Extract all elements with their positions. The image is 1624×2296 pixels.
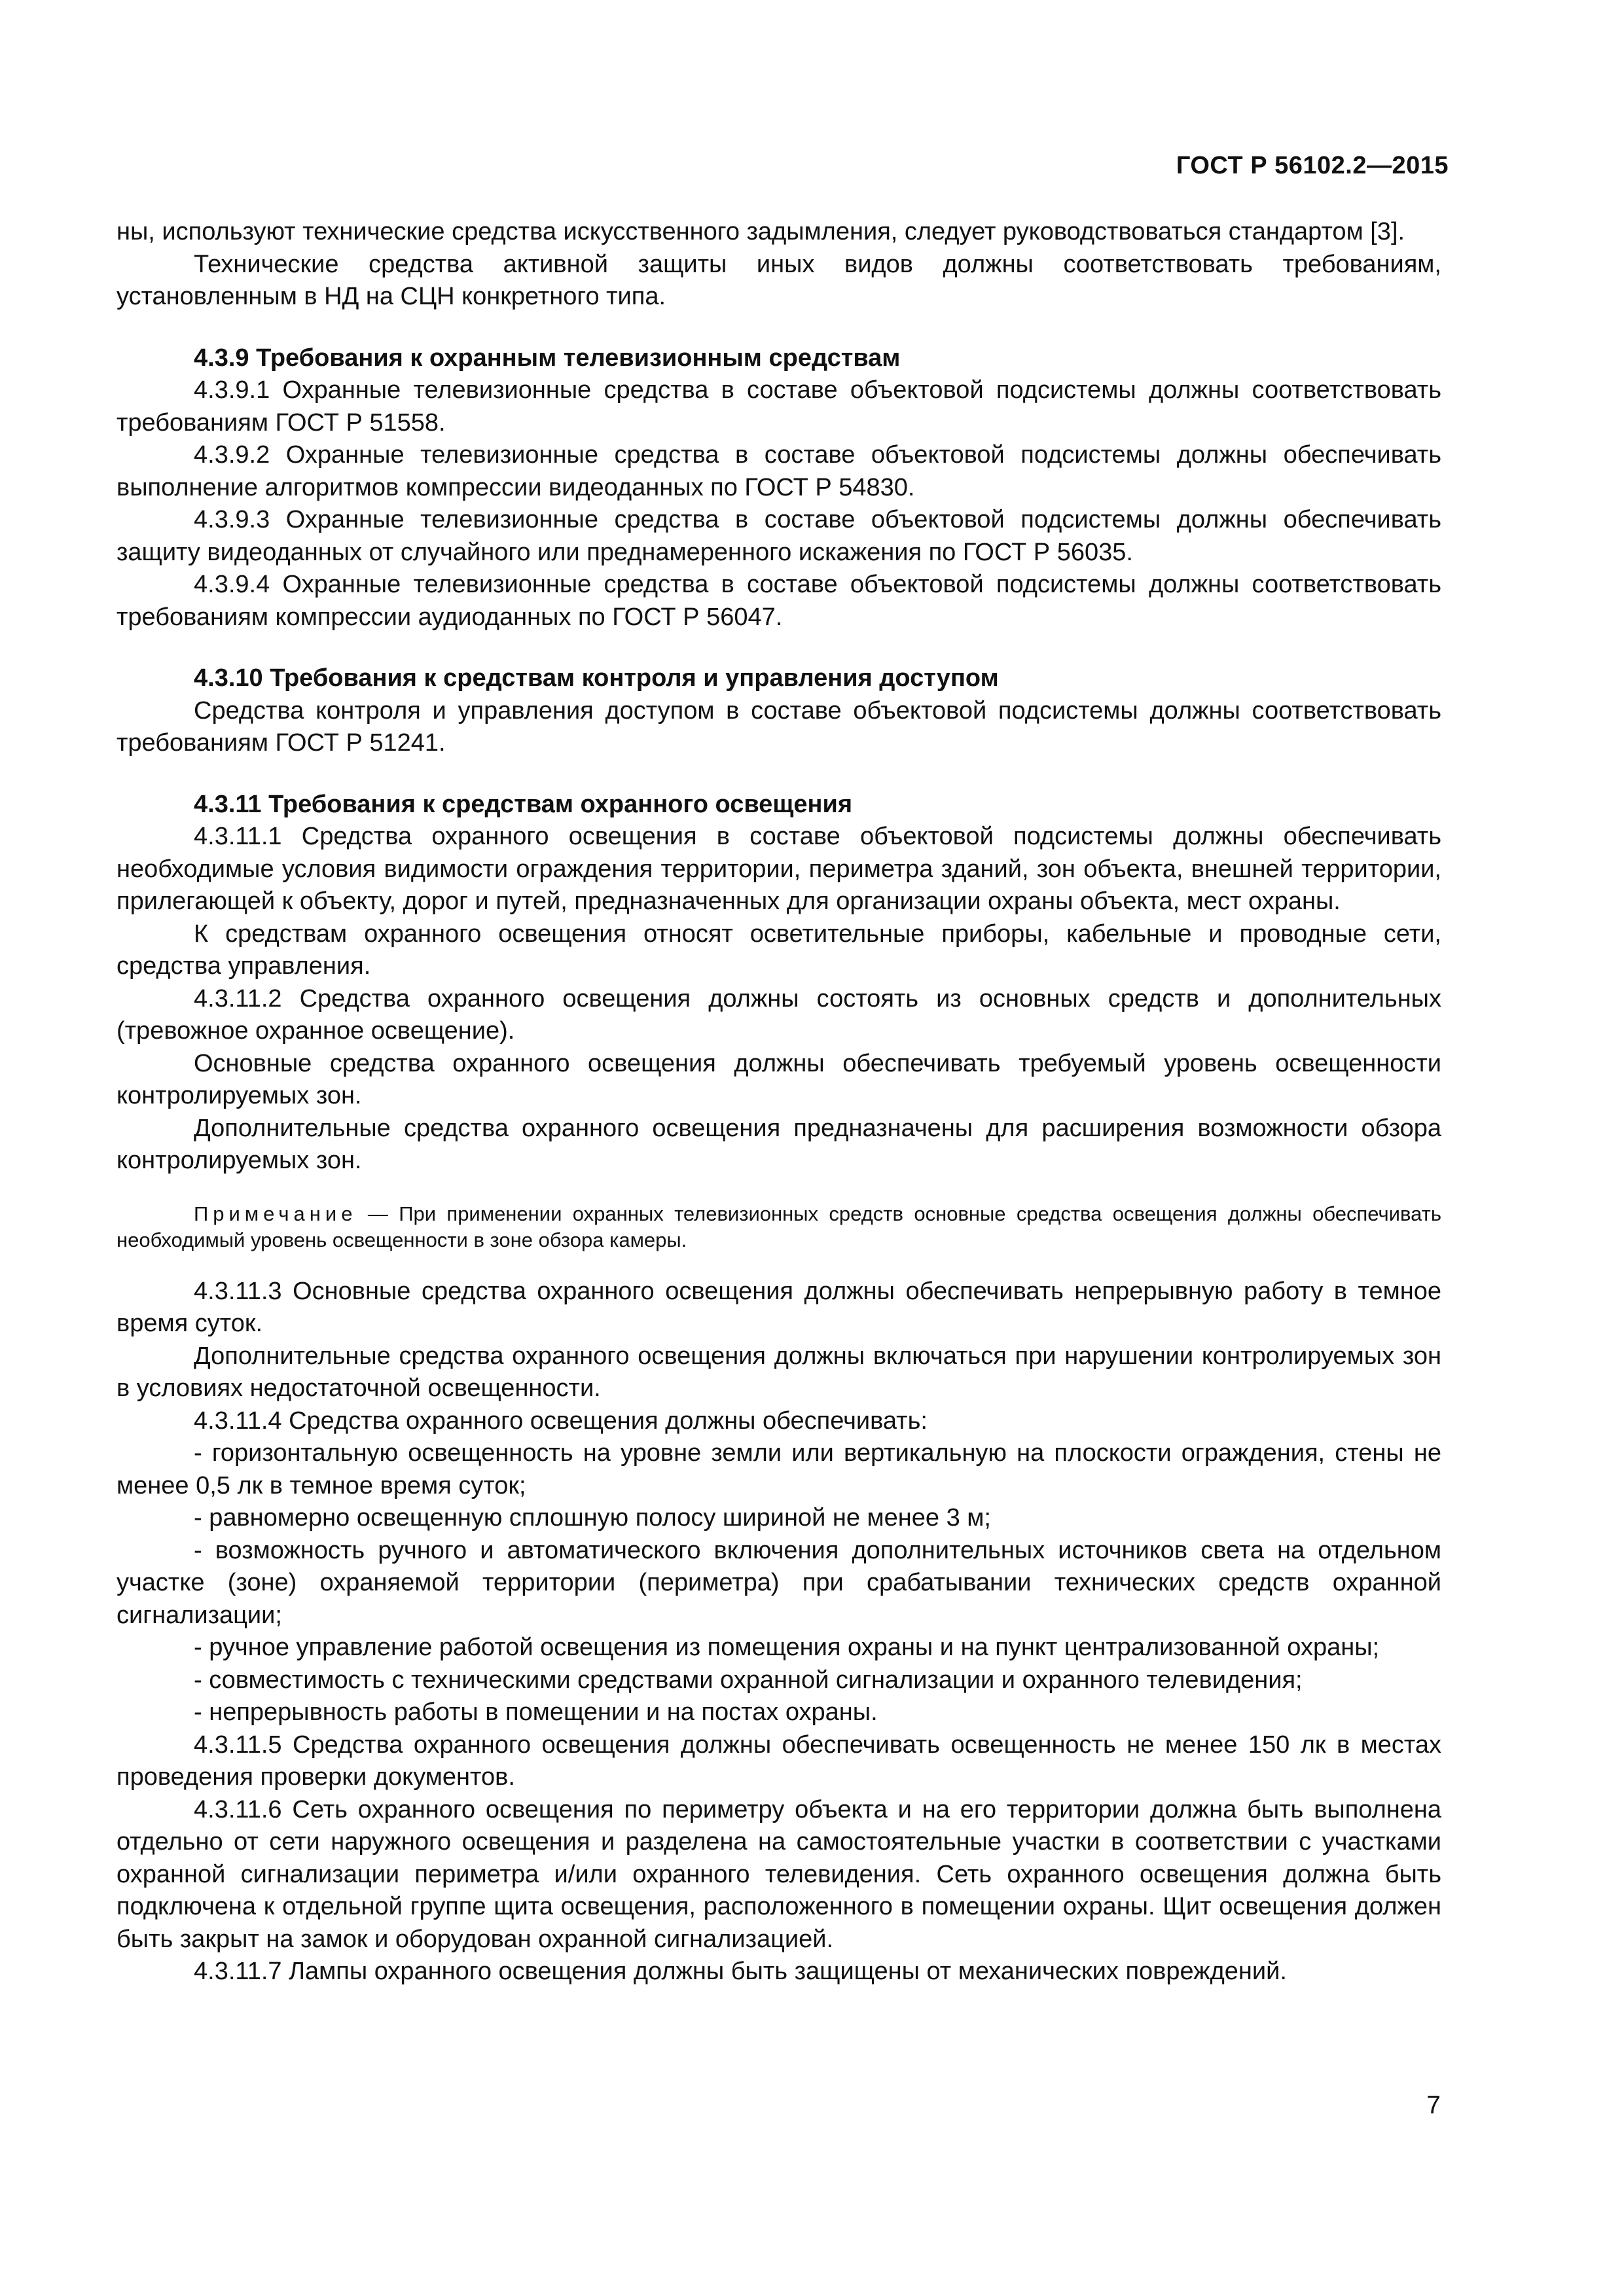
paragraph: Основные средства охранного освещения должны обеспечивать требуемый уровень освещенности контролируемых зон. [117, 1049, 1441, 1109]
section-heading-4-3-10: 4.3.10 Требования к средствам контроля и управления доступом [194, 664, 999, 692]
page-number: 7 [1426, 2091, 1441, 2119]
clause-4-3-10: Средства контроля и управления доступом в составе объектовой подсистемы должны соответствовать требованиям ГОСТ Р 51241. [117, 696, 1441, 757]
paragraph: Дополнительные средства охранного освещения предназначены для расширения возможности обзора контролируемых зон. [117, 1114, 1441, 1174]
clause-4-3-11-5: 4.3.11.5 Средства охранного освещения должны обеспечивать освещенность не менее 150 лк в местах проведения проверки документов. [117, 1731, 1441, 1791]
paragraph: ны, используют технические средства искусственного задымления, следует руководствоваться стандартом [3]. [117, 218, 1405, 245]
list-item: - ручное управление работой освещения из помещения охраны и на пункт централизованной охраны; [194, 1634, 1380, 1661]
clause-4-3-11-6: 4.3.11.6 Сеть охранного освещения по периметру объекта и на его территории должна быть выполнена отдельно от сети наружного освещения и разделена на самостоятельные участки в соответствии с участками охранной сигнализации периметра и/или охранного телевидения. Сеть охранного освещения должна быть подключена к отдельной группе щита освещения, расположенного в помещении охраны. Щит освещения должен быть закрыт на замок и оборудован охранной сигнализацией. [117, 1795, 1441, 1953]
paragraph: Дополнительные средства охранного освещения должны включаться при нарушении контролируемых зон в условиях недостаточной освещенности. [117, 1342, 1441, 1402]
clause-4-3-11-7: 4.3.11.7 Лампы охранного освещения должны быть защищены от механических повреждений. [194, 1958, 1287, 1985]
clause-4-3-9-2: 4.3.9.2 Охранные телевизионные средства в составе объектовой подсистемы должны обеспечивать выполнение алгоритмов компрессии видеоданных по ГОСТ Р 54830. [117, 441, 1441, 501]
document-code-header: ГОСТ Р 56102.2—2015 [1176, 152, 1449, 179]
list-item: - равномерно освещенную сплошную полосу шириной не менее 3 м; [194, 1504, 991, 1532]
clause-4-3-11-1: 4.3.11.1 Средства охранного освещения в составе объектовой подсистемы должны обеспечивать необходимые условия видимости ограждения территории, периметра зданий, зон объекта, внешней территории, прилегающей к объекту, дорог и путей, предназначенных для организации охраны объекта, мест охраны. [117, 823, 1441, 915]
list-item: - возможность ручного и автоматического включения дополнительных источников света на отдельном участке (зоне) охраняемой территории (периметра) при срабатывании технических средств охранной сигнализации; [117, 1536, 1441, 1629]
note [117, 1201, 1441, 1253]
note-label: Примечание [194, 1202, 357, 1225]
clause-4-3-11-4: 4.3.11.4 Средства охранного освещения должны обеспечивать: [194, 1407, 928, 1435]
list-item: - непрерывность работы в помещении и на постах охраны. [194, 1698, 878, 1726]
clause-4-3-9-1: 4.3.9.1 Охранные телевизионные средства в составе объектовой подсистемы должны соответствовать требованиям ГОСТ Р 51558. [117, 376, 1441, 437]
paragraph: К средствам охранного освещения относят осветительные приборы, кабельные и проводные сети, средства управления. [117, 920, 1441, 980]
paragraph: Технические средства активной защиты иных видов должны соответствовать требованиям, установленным в НД на СЦН конкретного типа. [117, 250, 1441, 310]
document-body [117, 216, 1441, 1988]
section-heading-4-3-9: 4.3.9 Требования к охранным телевизионным средствам [194, 344, 901, 372]
clause-4-3-11-2: 4.3.11.2 Средства охранного освещения должны состоять из основных средств и дополнительных (тревожное охранное освещение). [117, 984, 1441, 1045]
list-item: - совместимость с техническими средствами охранной сигнализации и охранного телевидения; [194, 1666, 1303, 1694]
clause-4-3-9-4: 4.3.9.4 Охранные телевизионные средства в составе объектовой подсистемы должны соответствовать требованиям компрессии аудиоданных по ГОСТ Р 56047. [117, 571, 1441, 631]
note-text: — При применении охранных телевизионных средств основные средства освещения должны обеспечивать необходимый уровень освещенности в зоне обзора камеры. [117, 1202, 1441, 1251]
clause-4-3-11-3: 4.3.11.3 Основные средства охранного освещения должны обеспечивать непрерывную работу в темное время суток. [117, 1277, 1441, 1337]
clause-4-3-9-3: 4.3.9.3 Охранные телевизионные средства в составе объектовой подсистемы должны обеспечивать защиту видеоданных от случайного или преднамеренного искажения по ГОСТ Р 56035. [117, 506, 1441, 566]
section-heading-4-3-11: 4.3.11 Требования к средствам охранного освещения [194, 790, 852, 818]
list-item: - горизонтальную освещенность на уровне земли или вертикальную на плоскости ограждения, стены не менее 0,5 лк в темное время суток; [117, 1439, 1441, 1499]
